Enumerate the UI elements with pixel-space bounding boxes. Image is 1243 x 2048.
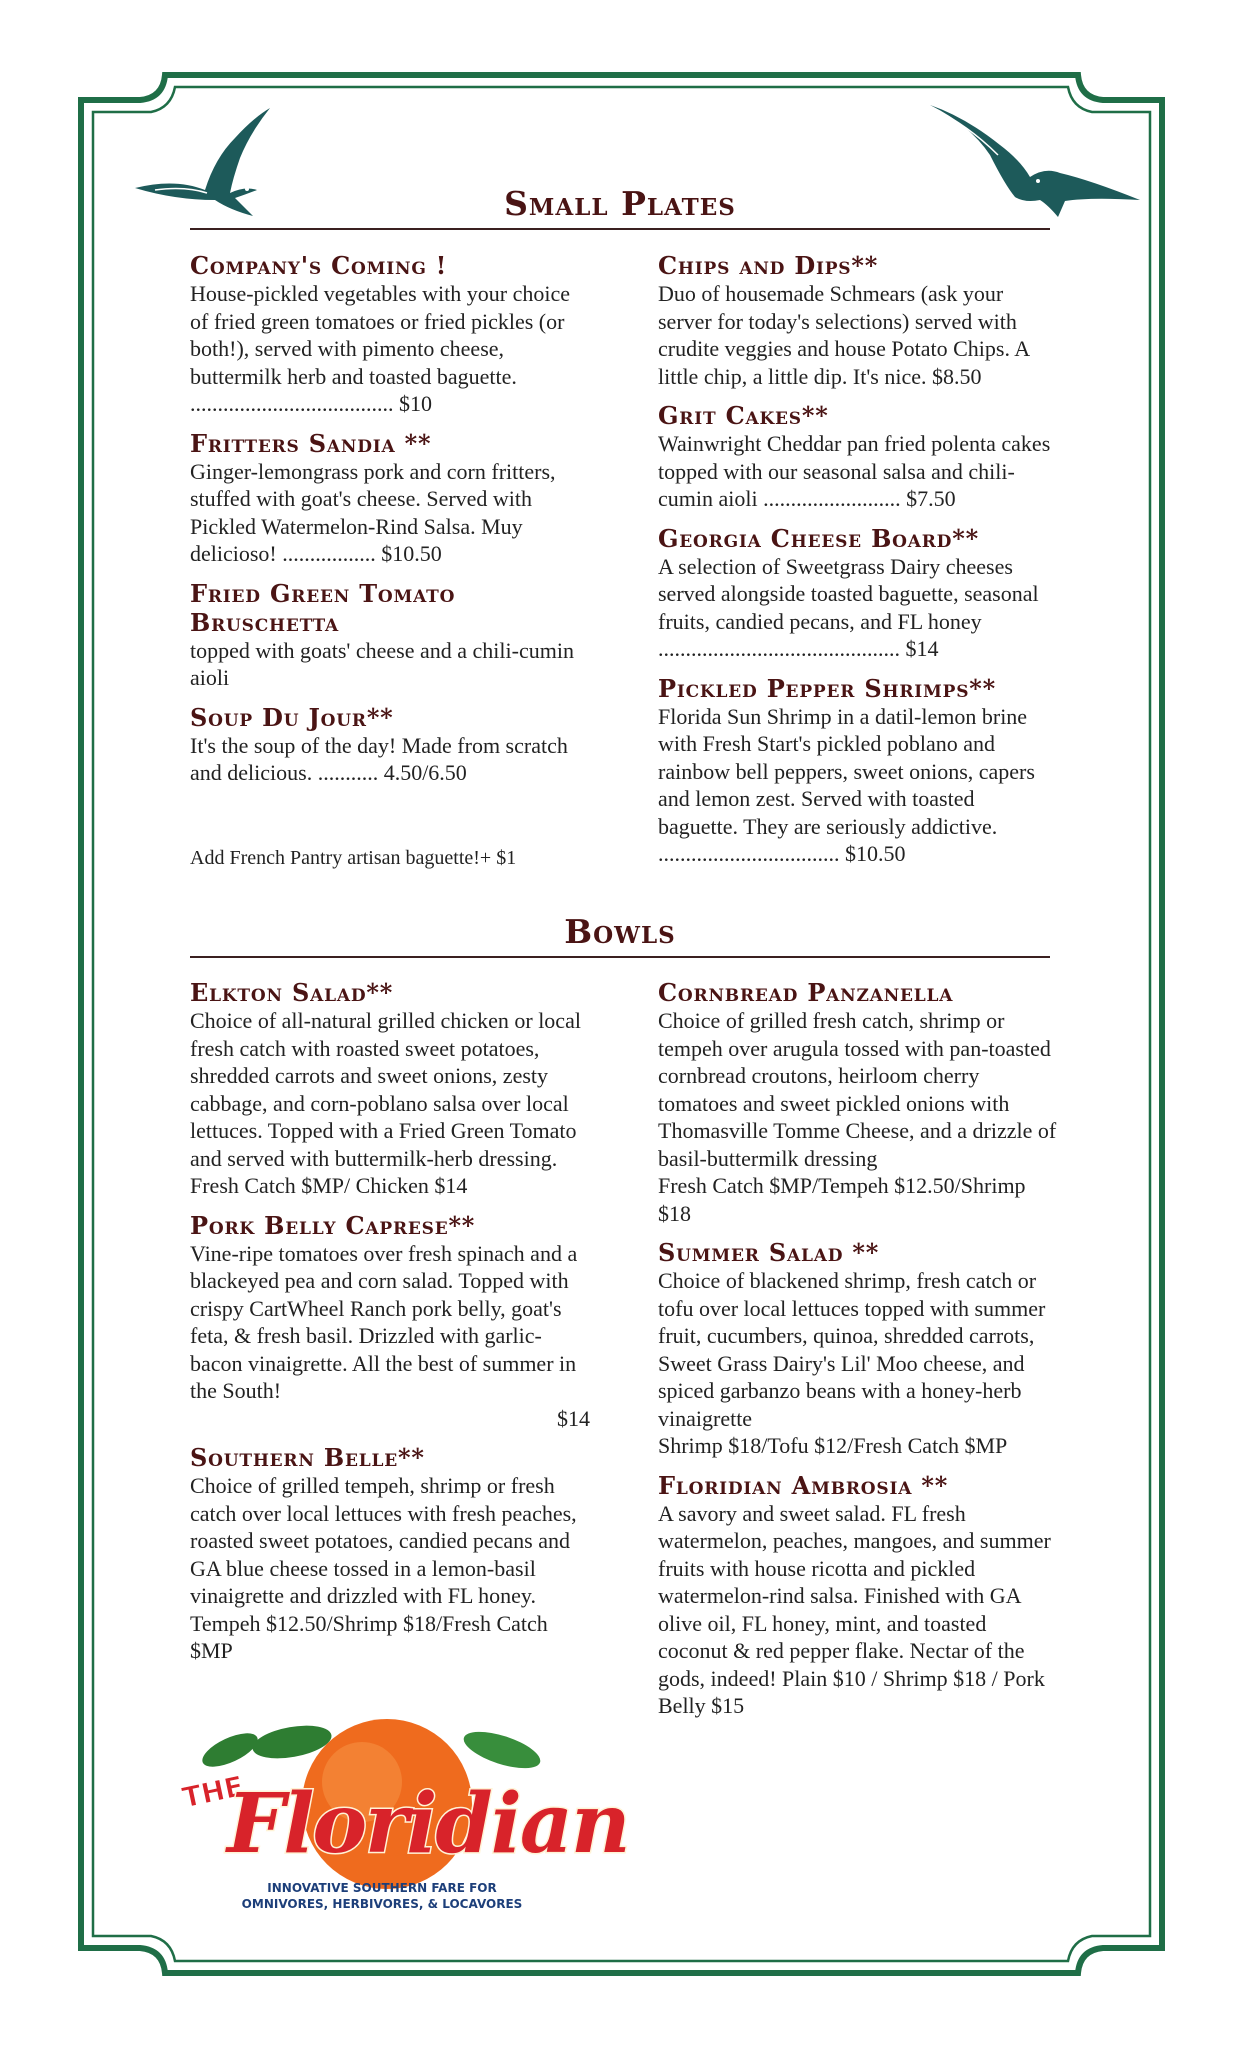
small-plates-right-column: [658, 251, 1058, 879]
menu-item: [658, 1238, 1058, 1460]
item-name: Summer Salad **: [658, 1238, 880, 1267]
logo-the: THE: [179, 1769, 247, 1815]
menu-item: [658, 978, 1058, 1227]
item-name: Floridian Ambrosia **: [658, 1470, 949, 1500]
bowls-title: Bowls: [564, 912, 676, 951]
item-description: Vine-ripe tomatoes over fresh spinach and a blackeyed pea and corn salad. Topped with crispy CartWheel Ranch pork belly, goat's feta, & fresh basil. Drizzled with garlic-bacon vinaigrette. All the best of summer in the South!: [190, 1240, 578, 1403]
menu-item: [190, 1211, 590, 1433]
menu-item: [658, 401, 1058, 513]
item-name: Fried Green Tomato Bruschetta: [190, 578, 456, 637]
item-name: Southern Belle**: [190, 1443, 425, 1472]
menu-item: [658, 524, 1058, 663]
baguette-addon-note: Add French Pantry artisan baguette!+ $1: [190, 847, 517, 869]
bowls-right-column: [658, 978, 1058, 1731]
item-description: Choice of grilled tempeh, shrimp or fresh catch over local lettuces with fresh peaches, roasted sweet potatoes, candied pecans and GA blue cheese tossed in a lemon-basil vinaigrette and drizzled with FL honey. Tempeh $12.50/Shrimp $18/Fresh Catch $MP: [190, 1473, 577, 1663]
menu-item: [190, 1443, 590, 1665]
item-name: Grit Cakes**: [658, 401, 829, 430]
menu-item: [190, 978, 590, 1200]
bowls-left-column: [190, 978, 590, 1676]
item-description: Ginger-lemongrass pork and corn fritters, stuffed with goat's cheese. Served with Pickled Watermelon-Rind Salsa. Muy delicioso! ................. $10.50: [190, 458, 556, 566]
item-name: Pickled Pepper Shrimps**: [658, 673, 996, 703]
small-plates-title: Small Plates: [504, 184, 736, 223]
item-name: Georgia Cheese Board**: [658, 523, 979, 553]
item-description: Choice of blackened shrimp, fresh catch or tofu over local lettuces topped with summer fruit, cucumbers, quinoa, shredded carrots, Sweet Grass Dairy's Lil' Moo cheese, and spiced garbanzo beans with a honey-herb vinaigrette: [658, 1268, 1046, 1431]
item-price: Shrimp $18/Tofu $12/Fresh Catch $MP: [658, 1433, 1008, 1458]
item-description: Florida Sun Shrimp in a datil-lemon brine with Fresh Start's pickled poblano and rainbow bell peppers, sweet onions, capers and lemon zest. Served with toasted baguette. They are seriously addictive. ................................. $10.50: [658, 703, 1035, 866]
floridian-logo: [172, 1712, 629, 1917]
menu-item: [190, 703, 590, 787]
item-description: House-pickled vegetables with your choice of fried green tomatoes or fried pickles (or both!), served with pimento cheese, buttermilk herb and toasted baguette. ..................................... $10: [190, 281, 570, 416]
logo-name: Floridian: [227, 1776, 629, 1872]
logo-tagline-2: OMNIVORES, HERBIVORES, & LOCAVORES: [241, 1897, 523, 1911]
item-name: Elkton Salad**: [190, 978, 394, 1007]
item-description: A savory and sweet salad. FL fresh watermelon, peaches, mangoes, and summer fruits with house ricotta and pickled watermelon-rind salsa. Finished with GA olive oil, FL honey, mint, and toasted coconut & red pepper flake. Nectar of the gods, indeed! Plain $10 / Shrimp $18 / Pork Belly $15: [658, 1500, 1051, 1718]
item-price: Fresh Catch $MP/Tempeh $12.50/Shrimp $18: [658, 1173, 1026, 1226]
item-description: Wainwright Cheddar pan fried polenta cakes topped with our seasonal salsa and chili-cumin aioli ......................... $7.50: [658, 431, 1051, 511]
item-price: $14: [557, 1405, 590, 1431]
bowls-rule: [190, 956, 1050, 958]
item-name: Fritters Sandia **: [190, 428, 432, 458]
item-name: Company's Coming !: [190, 251, 448, 280]
menu-item: [658, 1471, 1058, 1720]
menu-item: [658, 674, 1058, 868]
item-description: Duo of housemade Schmears (ask your server for today's selections) served with crudite veggies and house Potato Chips. A little chip, a little dip. It's nice. $8.50: [658, 281, 1029, 389]
item-name: Chips and Dips**: [658, 251, 879, 280]
item-description: A selection of Sweetgrass Dairy cheeses served alongside toasted baguette, seasonal fruits, candied pecans, and FL honey ............................................ $14: [658, 553, 1039, 661]
item-name: Cornbread Panzanella: [658, 978, 954, 1007]
menu-item: [190, 429, 590, 568]
menu-item: [190, 251, 590, 418]
menu-item: [658, 251, 1058, 390]
menu-item: [190, 579, 590, 692]
item-name: Soup Du Jour**: [190, 702, 394, 732]
item-description: It's the soup of the day! Made from scratch and delicious. ........... 4.50/6.50: [190, 732, 568, 785]
item-name: Pork Belly Caprese**: [190, 1210, 476, 1240]
item-description: Choice of grilled fresh catch, shrimp or tempeh over arugula tossed with pan-toasted cornbread croutons, heirloom cherry tomatoes and sweet pickled onions with Thomasville Tomme Cheese, and a drizzle of basil-buttermilk dressing: [658, 1008, 1057, 1171]
item-description: topped with goats' cheese and a chili-cumin aioli: [190, 637, 574, 690]
logo-tagline-1: INNOVATIVE SOUTHERN FARE FOR: [267, 1881, 497, 1895]
small-plates-left-column: [190, 251, 590, 798]
item-description: Choice of all-natural grilled chicken or local fresh catch with roasted sweet potatoes, shredded carrots and sweet onions, zesty cabbage, and corn-poblano salsa over local lettuces. Topped with a Fried Green Tomato and served with buttermilk-herb dressing. Fresh Catch $MP/ Chicken $14: [190, 1008, 581, 1198]
small-plates-rule: [190, 228, 1050, 230]
